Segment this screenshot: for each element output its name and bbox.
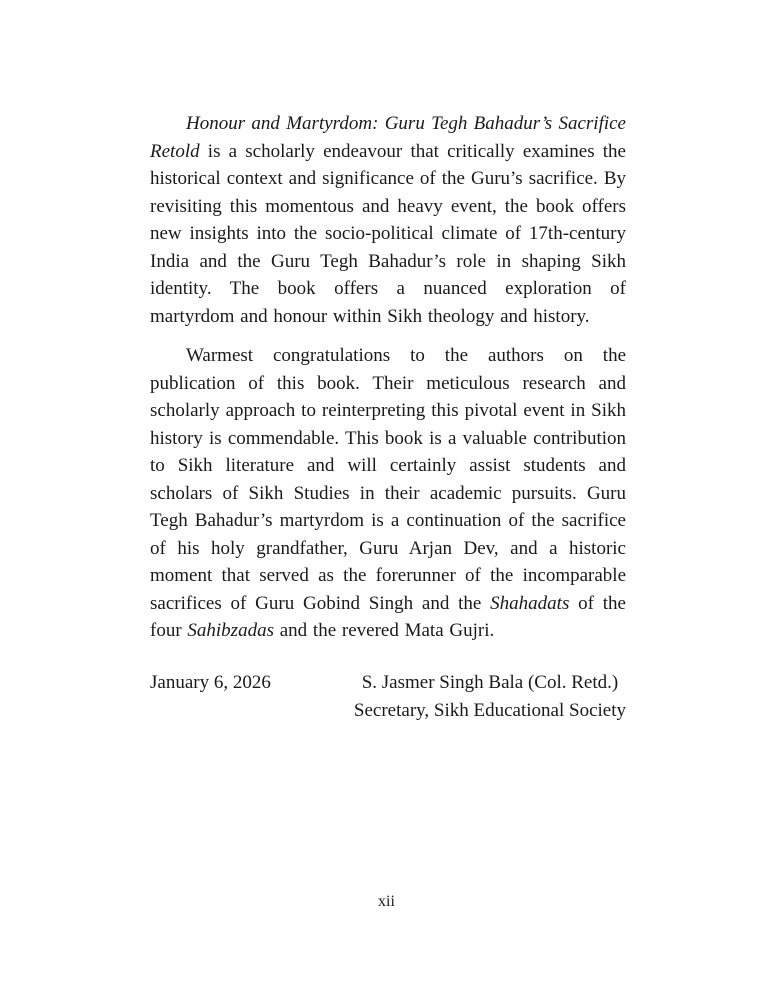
book-title-italic: Honour and Martyrdom: Guru Tegh Bahadur’s Sacrifice Retold <box>150 113 626 162</box>
paragraph-2-text-a: Warmest congratulations to the authors on the publication of this book. Their meticulous research and scholarly approach to reinterpreting this pivotal event in Sikh history is commendable. This book is a valuable contribution to Sikh literature and will certainly assist students and scholars of Sikh Studies in their academic pursuits. Guru Tegh Bahadur’s martyrdom is a continuation of the sacrifice of his holy grandfather, Guru Arjan Dev, and a historic moment that served as the forerunner of the incomparable sacrifices of Guru Gobind Singh and the <box>150 345 626 614</box>
term-shahadats-italic: Shahadats <box>490 592 570 614</box>
term-sahibzadas-italic: Sahibzadas <box>187 620 274 641</box>
paragraph-book-description <box>150 110 626 330</box>
page-number: xii <box>378 893 395 910</box>
paragraph-2-text-b: of the four <box>150 592 626 641</box>
signer-name: S. Jasmer Singh Bala (Col. Retd.) <box>361 671 619 693</box>
paragraph-1-text: is a scholarly endeavour that critically examines the historical context and significance of the Guru’s sacrifice. By revisiting this momentous and heavy event, the book offers new insights into the socio-political climate of 17th-century India and the Guru Tegh Bahadur’s role in shaping Sikh identity. The book offers a nuanced exploration of martyrdom and honour within Sikh theology and history. <box>150 140 626 327</box>
signature-date: January 6, 2026 <box>150 671 271 693</box>
page-content <box>150 110 626 725</box>
paragraph-2-text-c: and the revered Mata Gujri. <box>273 620 495 641</box>
paragraph-congratulations <box>150 342 626 645</box>
signer-title: Secretary, Sikh Educational Society <box>353 699 626 721</box>
signer-block <box>354 669 626 725</box>
signature-block <box>150 669 626 725</box>
